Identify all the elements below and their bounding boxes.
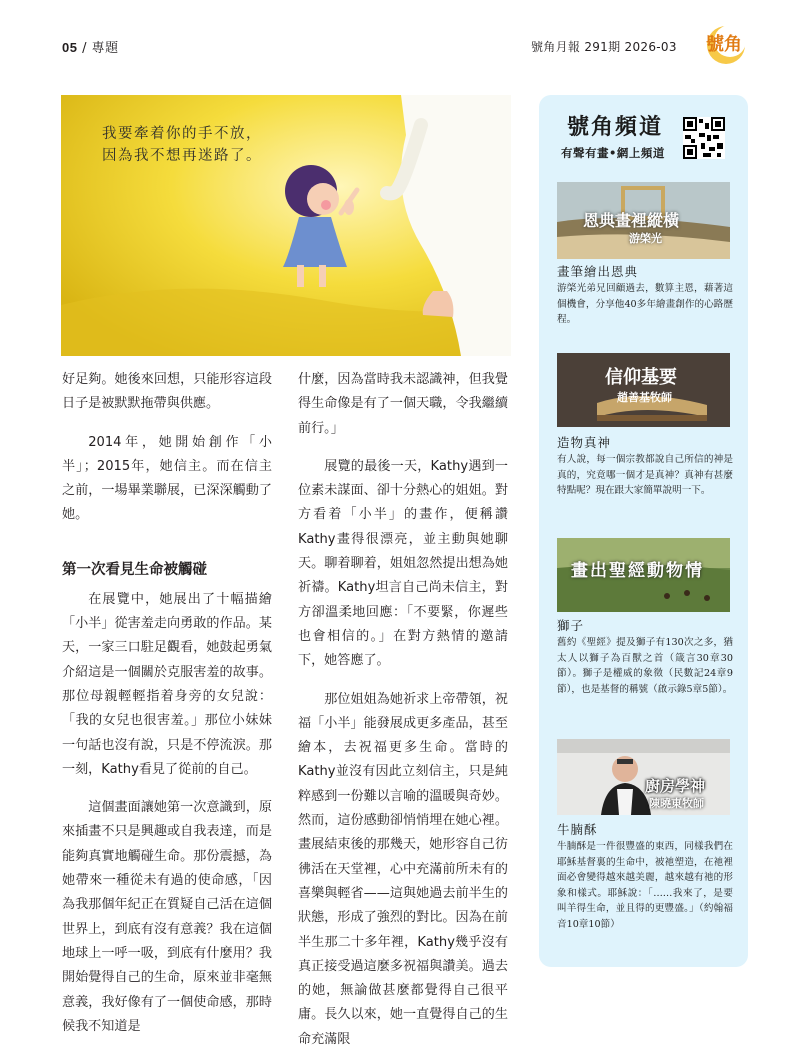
item-description: 有人說，每一個宗教都說自己所信的神是真的，究竟哪一個才是真神？真神有甚麼特點呢？現在跟大家簡單說明一下。 (557, 454, 733, 496)
hero-caption-line: 我要牽着你的手不放， (102, 126, 262, 142)
item-description: 舊約《聖經》提及獅子有130次之多，猶太人以獅子為百獸之首（箴言30章30節）。獅子是權威的象徵（民數記24章9節），也是基督的稱號（啟示錄5章5節）。 (557, 637, 733, 695)
video-thumbnail[interactable] (557, 353, 730, 427)
hero-illustration (61, 95, 511, 356)
page-number: 05 (62, 40, 78, 55)
item-heading: 牛腩酥 (557, 822, 598, 837)
paragraph: 什麼，因為當時我未認識神，但我覺得生命像是有了一個天職，令我繼續前行。」 (298, 372, 508, 436)
paragraph: 這個畫面讓她第一次意識到，原來插畫不只是興趣或自我表達，而是能夠真實地觸碰生命。那份震撼，為她帶來一種從未有過的使命感，「因為我那個年紀正在質疑自己活在這個世界上，到底有沒有意義？我在這個地球上一呼一吸，到底有什麼用？我開始覺得自己的生命，原來並非毫無意義，我好像有了一個使命感，那時候我不知道是 (62, 800, 272, 1034)
thumbnail-title: 畫出聖經動物情 (571, 561, 704, 581)
article-column-1 (62, 368, 272, 1039)
page-section-label (62, 37, 119, 56)
thumbnail-title: 廚房學神 (645, 777, 706, 795)
thumbnail-presenter: 陳曉東牧師 (649, 797, 704, 810)
paragraph: 好足夠。她後來回想，只能形容這段日子是被默默拖帶與供應。 (62, 372, 272, 412)
sidebar-title: 號角頻道 (567, 115, 664, 140)
video-thumbnail[interactable] (557, 739, 730, 815)
section-heading: 第一次看見生命被觸碰 (62, 561, 207, 578)
paragraph: 2014年，她開始創作「小半」；2015年，她信主。而在信主之前，一場畢業聯展，已深深觸動了她。 (62, 434, 272, 523)
paragraph: 在展覽中，她展出了十幅描繪「小半」從害羞走向勇敢的作品。某天，一家三口駐足觀看，她鼓起勇氣介紹這是一個關於克服害羞的故事。那位母親輕輕指着身旁的女兒說：「我的女兒也很害羞。」那位小妹妹一句話也沒有說，只是不停流淚。那一刻，Kathy看見了從前的自己。 (62, 591, 272, 777)
item-description: 游棨光弟兄回顧過去，數算主恩，藉著這個機會，分享他40多年繪畫創作的心路歷程。 (557, 283, 733, 325)
svg-text:號角: 號角 (706, 34, 742, 55)
thumbnail-title: 恩典畫裡縱橫 (583, 211, 680, 230)
video-thumbnail[interactable] (557, 538, 730, 612)
item-description: 牛腩酥是一件很豐盛的東西，同樣我們在耶穌基督裏的生命中，被祂塑造，在祂裡面必會變得越來越美麗，越來越有祂的形象和樣式。耶穌說：「……我來了，是要叫羊得生命，並且得的更豐盛。」（約翰福音10章10節） (557, 841, 733, 930)
section-name: / 專題 (82, 41, 119, 56)
thumbnail-title: 信仰基要 (605, 367, 677, 388)
issue-info: 號角月報 291期 2026-03 (531, 40, 677, 54)
thumbnail-presenter: 趙善基牧師 (617, 391, 672, 404)
hero-caption-line: 因為我不想再迷路了。 (102, 148, 262, 164)
qr-code-icon[interactable] (683, 117, 725, 159)
sidebar-subtitle: 有聲有畫•網上頻道 (561, 146, 665, 160)
item-heading: 造物真神 (557, 435, 612, 450)
hero-caption (102, 123, 262, 167)
thumbnail-presenter: 游棨光 (629, 232, 662, 245)
video-thumbnail[interactable] (557, 182, 730, 259)
article-column-2 (298, 368, 508, 1052)
item-heading: 畫筆繪出恩典 (557, 264, 639, 279)
channel-sidebar (539, 95, 748, 967)
item-heading: 獅子 (557, 618, 585, 633)
paragraph: 那位姐姐為她祈求上帝帶領，祝福「小半」能發展成更多產品，甚至繪本，去祝福更多生命。當時的Kathy並沒有因此立刻信主，只是純粹感到一份難以言喻的溫暖與奇妙。然而，這份感動卻悄悄埋在她心裡。畫展結束後的那幾天，她形容自己彷彿活在天堂裡，心中充滿前所未有的喜樂與輕省——這與她過去前半生的狀態，形成了強烈的對比。因為在前半生那二十多年裡，Kathy幾乎沒有真正接受過這麼多祝福與讚美。過去的她，無論做甚麼都覺得自己很平庸。長久以來，她一直覺得自己的生命充滿限 (298, 691, 508, 1047)
paragraph: 展覽的最後一天，Kathy遇到一位素未謀面、卻十分熱心的姐姐。對方看着「小半」的畫作，便稱讚Kathy畫得很漂亮，並主動與她聊天。聊着聊着，姐姐忽然提出想為她祈禱。Kathy坦言自己尚未信主，對方卻溫柔地回應：「不要緊，你遲些也會相信的。」在對方熱情的邀請下，她答應了。 (298, 458, 508, 669)
magazine-logo (702, 22, 750, 66)
